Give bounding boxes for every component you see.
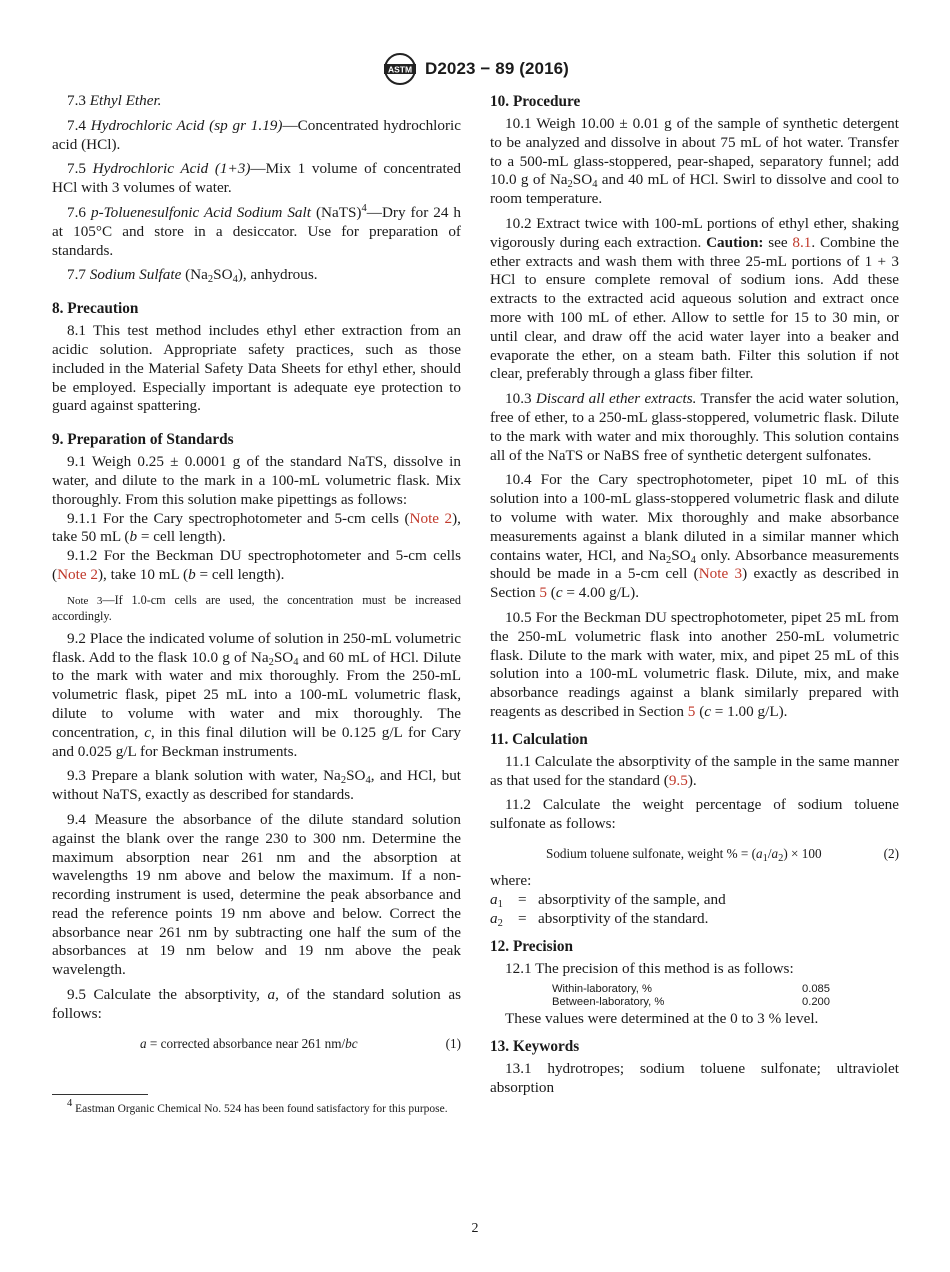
section-10-5: 10.5 For the Beckman DU spectrophotometer, pipet 25 mL from the 250-mL volumetric flask into another 250-mL volumetric flask. Dilute to the mark with water, mix, and pipet 25 mL of this solution into a 100-mL volumetric flask. Dilute, mix, and make absorbance readings against a blank similarly prepared with reagents as described in Section 5 (c = 1.00 g/L).: [490, 608, 899, 720]
astm-logo: [380, 52, 420, 86]
definition-a1: $a_1$ = absorptivity of the sample, and: [490, 890, 726, 910]
definition-a2: $a_2$ = absorptivity of the standard.: [490, 909, 709, 929]
where-label: where:: [490, 871, 532, 889]
section-10-1: 10.1 Weigh 10.00 ± 0.01 g of the sample of synthetic detergent to be analyzed and dissolve in about 75 mL of hot water. Transfer to a 500-mL glass-stoppered, pear-shaped, separatory funnel; add 10.0 g of $Na_2SO_4$ and 40 mL of HCl. Swirl to dissolve and cool to room temperature.: [490, 115, 899, 208]
standard-designation: D2023 − 89 (2016): [425, 59, 569, 78]
equation-number: (2): [883, 845, 899, 861]
precision-level-note: These values were determined at the 0 to 3 % level.: [505, 1010, 819, 1028]
section-10-4: 10.4 For the Cary spectrophotometer, pipet 10 mL of this solution into a 100-mL glass-stoppered volumetric flask and dilute to volume with water. Mix thoroughly and make absorbance measurements against a blank diluted in a similar manner which contains water, HCl, and $Na_2SO_4$ only. Absorbance measurements should be made in a 5-cm cell (Note 3) exactly as described in Section 5 (c = 4.00 g/L).: [490, 471, 900, 602]
equation-2: Sodium toluene sulfonate, weight % = $(a_1/a_2) \times 100$ (2): [546, 845, 899, 864]
left-column: [52, 92, 461, 1056]
equation-number: (1): [445, 1035, 461, 1051]
section-11-1: 11.1 Calculate the absorptivity of the sample in the same manner as that used for the standard (9.5).: [490, 752, 899, 789]
section-9-5: 9.5 Calculate the absorptivity, a, of the standard solution as follows:: [52, 986, 461, 1022]
section-9-1-1: 9.1.1 For the Cary spectrophotometer and 5-cm cells (Note 2), take 50 mL (b = cell length).: [52, 509, 461, 546]
heading-precaution: 8. Precaution: [52, 300, 139, 318]
section-8-1-link[interactable]: 8.1: [792, 233, 812, 251]
heading-keywords: 13. Keywords: [490, 1038, 580, 1056]
section-5-link[interactable]: 5: [539, 584, 547, 602]
section-11-2: 11.2 Calculate the weight percentage of sodium toluene sulfonate as follows:: [490, 796, 899, 833]
note-2-link[interactable]: Note 2: [57, 565, 98, 583]
precision-table: [552, 983, 830, 1008]
page-number: 2: [471, 1221, 479, 1236]
table-row: Within-laboratory, % 0.085: [552, 983, 830, 996]
section-7-3: 7.3 Ethyl Ether.: [67, 92, 162, 109]
note-3-link[interactable]: Note 3: [698, 565, 743, 583]
footnote-4: $^4$ Eastman Organic Chemical No. 524 has been found satisfactory for this purpose.: [67, 1098, 448, 1115]
heading-calculation: 11. Calculation: [490, 730, 588, 748]
page-header: [0, 52, 950, 86]
section-9-1-2: 9.1.2 For the Beckman DU spectrophotometer and 5-cm cells (Note 2), take 10 mL (b = cell length).: [52, 547, 461, 583]
section-7-6: 7.6 p-Toluenesulfonic Acid Sodium Salt (NaTS)$^4$—Dry for 24 h at 105°C and store in a desiccator. Use for preparation of standards.: [52, 202, 461, 259]
table-row: Between-laboratory, % 0.200: [552, 995, 830, 1008]
section-9-3: 9.3 Prepare a blank solution with water, $Na_2SO_4$, and HCl, but without NaTS, exactly as described for standards.: [52, 767, 462, 804]
section-9-2: 9.2 Place the indicated volume of solution in 250-mL volumetric flask. Add to the flask 10.0 g of $Na_2SO_4$ and 60 mL of HCl. Dilute to the mark with water and mix thoroughly. From the 250-mL volumetric flask, pipet 25 mL into a 100-mL volumetric flask, dilute to volume with water and mix thoroughly. The concentration, c, in this final dilution will be 0.125 g/L for Cary and 0.025 g/L for Beckman instruments.: [52, 629, 462, 760]
section-5-link[interactable]: 5: [687, 702, 696, 720]
right-column: [490, 92, 899, 1098]
logo-text: ASTM: [387, 64, 413, 75]
section-10-3: 10.3 Discard all ether extracts. Transfer the acid water solution, free of ether, to a 250-mL glass-stoppered, volumetric flask. Dilute to the mark with water and mix thoroughly. This solution contains all of the NaTS or NaBS free of synthetic detergent sulfonates.: [490, 390, 899, 464]
footnote-divider: [52, 1094, 148, 1095]
section-13-1: 13.1 hydrotropes; sodium toluene sulfonate; ultraviolet absorption: [490, 1060, 899, 1097]
heading-precision: 12. Precision: [490, 937, 573, 955]
section-12-1: 12.1 The precision of this method is as follows:: [505, 959, 794, 977]
note-3: Note 3—If 1.0-cm cells are used, the concentration must be increased accordingly.: [52, 592, 461, 623]
heading-preparation-of-standards: 9. Preparation of Standards: [52, 431, 234, 449]
section-9-5-link[interactable]: 9.5: [668, 771, 688, 789]
section-8-1: 8.1 This test method includes ethyl ether extraction from an acidic solution. Appropriate safety practices, such as those included in the Material Safety Data Sheets for ethyl ether, should be employed. Especially important is adequate eye protection to guard against spattering.: [52, 322, 461, 415]
section-7-4: 7.4 Hydrochloric Acid (sp gr 1.19)—Concentrated hydrochloric acid (HCl).: [52, 116, 461, 153]
section-10-2: 10.2 Extract twice with 100-mL portions of ethyl ether, shaking vigorously during each extraction. Caution: see 8.1. Combine the ether extracts and wash them with three 25-mL portions of 1 + 3 HCl to ensure complete removal of sodium ions. Add these extracts to the extracted acid aqueous solution and extract once more with 100 mL of ether. Allow to settle for 15 to 30 min, or until clear, and draw off the acid water layer into a beaker and evaporate the ether, on a steam bath. Filter this solution if not clear, preferably through a glass fiber filter.: [490, 214, 899, 383]
section-9-1: 9.1 Weigh 0.25 ± 0.0001 g of the standard NaTS, dissolve in water, and dilute to the mark in a 100-mL volumetric flask. Mix thoroughly. From this solution make pipettings as follows:: [52, 453, 461, 508]
section-7-7: 7.7 Sodium Sulfate $(Na_2SO_4)$, anhydrous.: [67, 266, 318, 286]
section-7-5: 7.5 Hydrochloric Acid (1+3)—Mix 1 volume of concentrated HCl with 3 volumes of water.: [52, 160, 462, 197]
equation-1: a = corrected absorbance near 261 nm/bc (1): [140, 1035, 461, 1051]
heading-procedure: 10. Procedure: [490, 93, 581, 110]
note-2-link[interactable]: Note 2: [409, 509, 453, 527]
section-9-4: 9.4 Measure the absorbance of the dilute standard solution against the blank over the range 230 to 300 nm. Determine the maximum absorption near 261 nm and the absorption at wavelengths 19 nm above and below the maximum. If a non-recording instrument is used, determine the peak absorbance and read the reference points 19 nm above and below. Correct the absorbance near 261 nm by subtracting one half the sum of the absorbances at 19 nm below and 19 nm above the peak wavelength.: [52, 810, 461, 979]
